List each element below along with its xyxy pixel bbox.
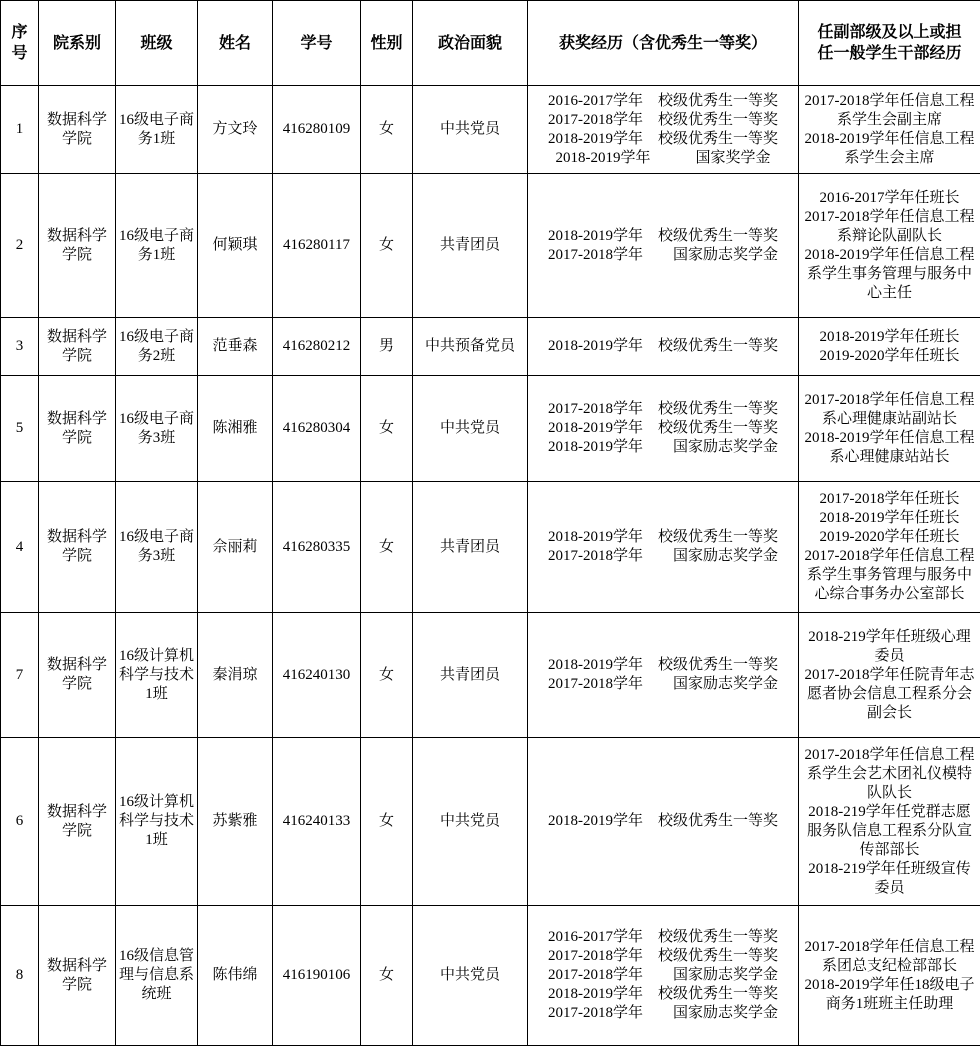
table-row — [1, 906, 980, 1046]
cell-class_name: 16级电子商务3班 — [116, 482, 198, 613]
duties-line: 2017-2018学年任信息工程系学生事务管理与服务中心综合事务办公室部长 — [804, 548, 975, 602]
duties-line: 2019-2020学年任班长 — [819, 347, 960, 364]
cell-no: 8 — [1, 906, 39, 1046]
header-gender: 性别 — [361, 1, 413, 86]
awards-line: 2017-2018学年 校级优秀生一等奖 — [548, 111, 778, 128]
cell-political: 中共党员 — [413, 738, 528, 906]
cell-college: 数据科学学院 — [39, 482, 116, 613]
awards-line: 2017-2018学年 校级优秀生一等奖 — [548, 401, 778, 417]
cell-awards — [528, 86, 799, 174]
cell-duties — [799, 86, 980, 174]
cell-class_name: 16级计算机科学与技术1班 — [116, 738, 198, 906]
header-name: 姓名 — [198, 1, 273, 86]
cell-name: 陈湘雅 — [198, 376, 273, 482]
cell-duties — [799, 738, 980, 906]
cell-gender: 女 — [361, 376, 413, 482]
cell-awards — [528, 376, 799, 482]
cell-political: 共青团员 — [413, 174, 528, 318]
header-student_id: 学号 — [273, 1, 361, 86]
cell-duties — [799, 482, 980, 613]
duties-line: 2017-2018学年任信息工程系心理健康站副站长 — [804, 391, 975, 427]
cell-no: 2 — [1, 174, 39, 318]
cell-duties — [799, 376, 980, 482]
duties-line: 2016-2017学年任班长 — [819, 189, 960, 206]
duties-line: 2019-2020学年任班长 — [819, 529, 960, 545]
awards-line: 2017-2018学年 国家励志奖学金 — [548, 246, 778, 263]
cell-duties — [799, 613, 980, 738]
cell-college: 数据科学学院 — [39, 906, 116, 1046]
cell-awards — [528, 613, 799, 738]
cell-college: 数据科学学院 — [39, 613, 116, 738]
awards-line: 2017-2018学年 国家励志奖学金 — [548, 676, 778, 692]
awards-line: 2018-2019学年 校级优秀生一等奖 — [548, 813, 778, 829]
cell-no: 4 — [1, 482, 39, 613]
cell-gender: 女 — [361, 482, 413, 613]
cell-student_id: 416240130 — [273, 613, 361, 738]
awards-line: 2018-2019学年 校级优秀生一等奖 — [548, 227, 778, 244]
awards-line: 2017-2018学年 国家励志奖学金 — [548, 548, 778, 564]
cell-no: 3 — [1, 318, 39, 376]
header-college: 院系别 — [39, 1, 116, 86]
awards-line: 2018-2019学年 校级优秀生一等奖 — [548, 338, 778, 354]
cell-political: 中共党员 — [413, 906, 528, 1046]
duties-line: 2017-2018学年任信息工程系团总支纪检部部长 — [804, 938, 975, 974]
cell-awards — [528, 738, 799, 906]
cell-name: 佘丽莉 — [198, 482, 273, 613]
cell-political: 中共党员 — [413, 376, 528, 482]
awards-line: 2018-2019学年 校级优秀生一等奖 — [548, 986, 778, 1002]
cell-class_name: 16级信息管理与信息系统班 — [116, 906, 198, 1046]
awards-line: 2018-2019学年 国家励志奖学金 — [548, 439, 778, 455]
awards-line: 2017-2018学年 校级优秀生一等奖 — [548, 948, 778, 964]
table-header-row — [1, 1, 980, 86]
cell-name: 陈伟绵 — [198, 906, 273, 1046]
awards-line: 2016-2017学年 校级优秀生一等奖 — [548, 929, 778, 945]
table-row — [1, 482, 980, 613]
cell-political: 共青团员 — [413, 613, 528, 738]
cell-name: 范垂森 — [198, 318, 273, 376]
cell-gender: 女 — [361, 86, 413, 174]
cell-duties — [799, 906, 980, 1046]
duties-line: 2018-219学年任班级心理委员 — [808, 628, 971, 664]
cell-class_name: 16级电子商务1班 — [116, 174, 198, 318]
header-awards: 获奖经历（含优秀生一等奖） — [528, 1, 799, 86]
cell-awards — [528, 174, 799, 318]
header-class_name: 班级 — [116, 1, 198, 86]
awards-line: 2018-2019学年 校级优秀生一等奖 — [548, 420, 778, 436]
cell-name: 秦涓琼 — [198, 613, 273, 738]
table-row — [1, 613, 980, 738]
cell-duties — [799, 174, 980, 318]
awards-line: 2018-2019学年 国家奖学金 — [555, 149, 771, 166]
cell-political: 中共党员 — [413, 86, 528, 174]
cell-no: 7 — [1, 613, 39, 738]
cell-no: 1 — [1, 86, 39, 174]
cell-gender: 女 — [361, 613, 413, 738]
duties-line: 2017-2018学年任院青年志愿者协会信息工程系分会副会长 — [804, 666, 975, 721]
cell-no: 6 — [1, 738, 39, 906]
cell-awards — [528, 482, 799, 613]
duties-line: 2018-219学年任党群志愿服务队信息工程系分队宣传部部长 — [806, 803, 972, 858]
table-row — [1, 86, 980, 174]
cell-college: 数据科学学院 — [39, 318, 116, 376]
cell-gender: 女 — [361, 174, 413, 318]
cell-student_id: 416240133 — [273, 738, 361, 906]
duties-line: 2018-219学年任班级宣传委员 — [808, 860, 971, 896]
cell-duties — [799, 318, 980, 376]
awards-line: 2018-2019学年 校级优秀生一等奖 — [548, 657, 778, 673]
cell-college: 数据科学学院 — [39, 86, 116, 174]
cell-student_id: 416280109 — [273, 86, 361, 174]
cell-college: 数据科学学院 — [39, 174, 116, 318]
cell-awards — [528, 318, 799, 376]
cell-student_id: 416280117 — [273, 174, 361, 318]
duties-line: 2018-2019学年任班长 — [819, 328, 960, 345]
awards-line: 2017-2018学年 国家励志奖学金 — [548, 1005, 778, 1021]
cell-gender: 女 — [361, 738, 413, 906]
cell-student_id: 416280304 — [273, 376, 361, 482]
cell-class_name: 16级计算机科学与技术1班 — [116, 613, 198, 738]
table-row — [1, 318, 980, 376]
cell-class_name: 16级电子商务1班 — [116, 86, 198, 174]
header-political: 政治面貌 — [413, 1, 528, 86]
duties-line: 2017-2018学年任班长 — [819, 491, 960, 507]
cell-awards — [528, 906, 799, 1046]
table-row — [1, 174, 980, 318]
cell-political: 中共预备党员 — [413, 318, 528, 376]
duties-line: 2017-2018学年任信息工程系学生会副主席 — [804, 92, 975, 128]
cell-college: 数据科学学院 — [39, 738, 116, 906]
duties-line: 2018-2019学年任信息工程系学生事务管理与服务中心主任 — [804, 246, 975, 301]
cell-student_id: 416190106 — [273, 906, 361, 1046]
table-row — [1, 376, 980, 482]
cell-name: 方文玲 — [198, 86, 273, 174]
awards-line: 2016-2017学年 校级优秀生一等奖 — [548, 92, 778, 109]
duties-line: 2017-2018学年任信息工程系辩论队副队长 — [804, 208, 975, 244]
duties-line: 2018-2019学年任班长 — [819, 510, 960, 526]
duties-line: 2018-2019学年任信息工程系学生会主席 — [804, 130, 975, 166]
cell-gender: 女 — [361, 906, 413, 1046]
header-no: 序号 — [1, 1, 39, 86]
cell-name: 苏紫雅 — [198, 738, 273, 906]
awards-line: 2018-2019学年 校级优秀生一等奖 — [548, 529, 778, 545]
duties-line: 2018-2019学年任信息工程系心理健康站站长 — [804, 429, 975, 465]
awards-line: 2018-2019学年 校级优秀生一等奖 — [548, 130, 778, 147]
cell-student_id: 416280212 — [273, 318, 361, 376]
cell-political: 共青团员 — [413, 482, 528, 613]
cell-class_name: 16级电子商务3班 — [116, 376, 198, 482]
awards-line: 2017-2018学年 国家励志奖学金 — [548, 967, 778, 983]
cell-name: 何颖琪 — [198, 174, 273, 318]
duties-line: 2017-2018学年任信息工程系学生会艺术团礼仪模特队队长 — [804, 746, 975, 801]
header-duties: 任副部级及以上或担任一般学生干部经历 — [799, 1, 980, 86]
cell-class_name: 16级电子商务2班 — [116, 318, 198, 376]
cell-student_id: 416280335 — [273, 482, 361, 613]
cell-college: 数据科学学院 — [39, 376, 116, 482]
cell-gender: 男 — [361, 318, 413, 376]
duties-line: 2018-2019学年任18级电子商务1班班主任助理 — [804, 976, 975, 1012]
cell-no: 5 — [1, 376, 39, 482]
table-row — [1, 738, 980, 906]
